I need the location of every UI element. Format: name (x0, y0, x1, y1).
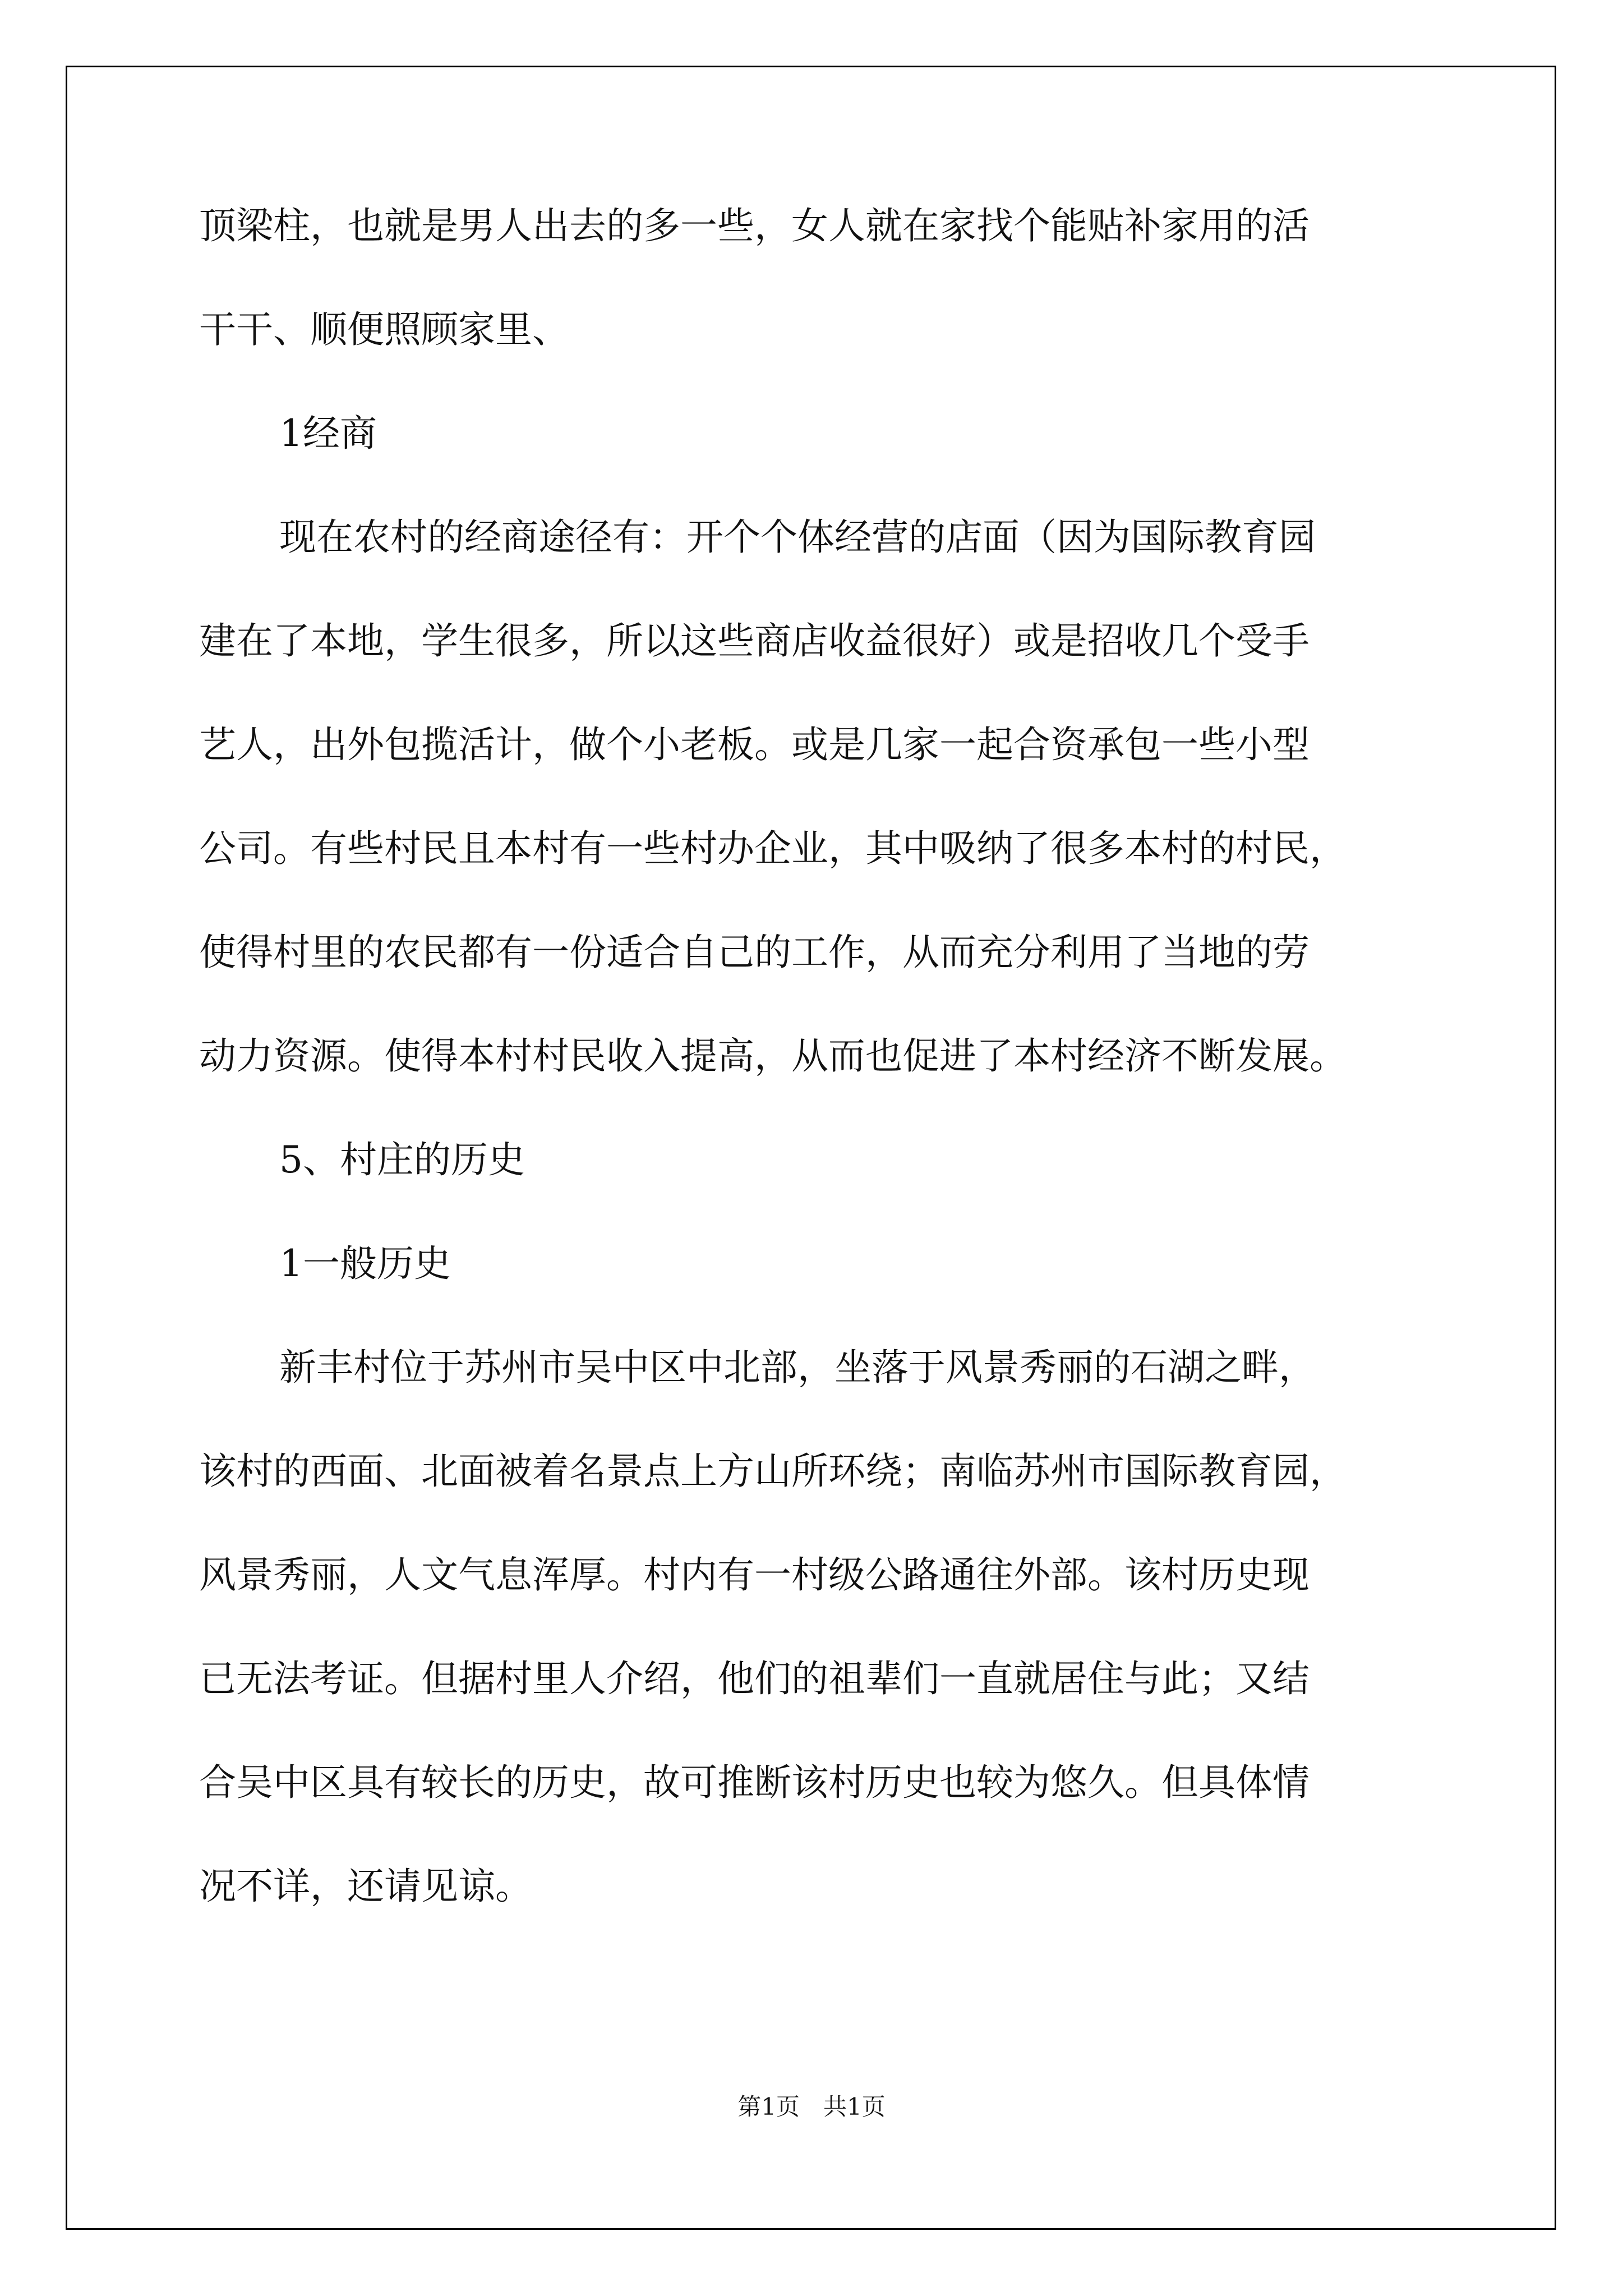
paragraph-line: 干干、顺便照顾家里、 (199, 308, 569, 351)
paragraph-line: 该村的西面、北面被着名景点上方山所环绕；南临苏州市国际教育园， (199, 1450, 1347, 1493)
paragraph-line: 新丰村位于苏州市吴中区中北部，坐落于风景秀丽的石湖之畔， (279, 1346, 1316, 1389)
paragraph-line: 风景秀丽，人文气息浑厚。村内有一村级公路通往外部。该村历史现 (199, 1553, 1310, 1596)
paragraph-line: 艺人，出外包揽活计，做个小老板。或是几家一起合资承包一些小型 (199, 723, 1310, 766)
section-heading: 5、村庄的历史 (279, 1138, 525, 1181)
paragraph-line: 已无法考证。但据村里人介绍，他们的祖辈们一直就居住与此；又结 (199, 1657, 1310, 1700)
paragraph-line: 建在了本地，学生很多，所以这些商店收益很好）或是招收几个受手 (199, 619, 1310, 662)
section-heading: 1经商 (279, 412, 377, 455)
paragraph-line: 公司。有些村民且本村有一些村办企业，其中吸纳了很多本村的村民， (199, 827, 1347, 870)
paragraph-line: 使得村里的农民都有一份适合自己的工作，从而充分利用了当地的劳 (199, 931, 1310, 974)
paragraph-line: 现在农村的经商途径有：开个个体经营的店面（因为国际教育园 (279, 516, 1316, 559)
paragraph-line: 顶梁柱，也就是男人出去的多一些，女人就在家找个能贴补家用的活 (199, 204, 1310, 247)
paragraph-line: 动力资源。使得本村村民收入提高，从而也促进了本村经济不断发展。 (199, 1034, 1347, 1078)
paragraph-line: 合吴中区具有较长的历史，故可推断该村历史也较为悠久。但具体情 (199, 1761, 1310, 1804)
paragraph-line: 况不详，还请见谅。 (199, 1865, 532, 1908)
page-footer: 第1页 共1页 (737, 2093, 886, 2120)
section-heading: 1一般历史 (279, 1242, 451, 1285)
